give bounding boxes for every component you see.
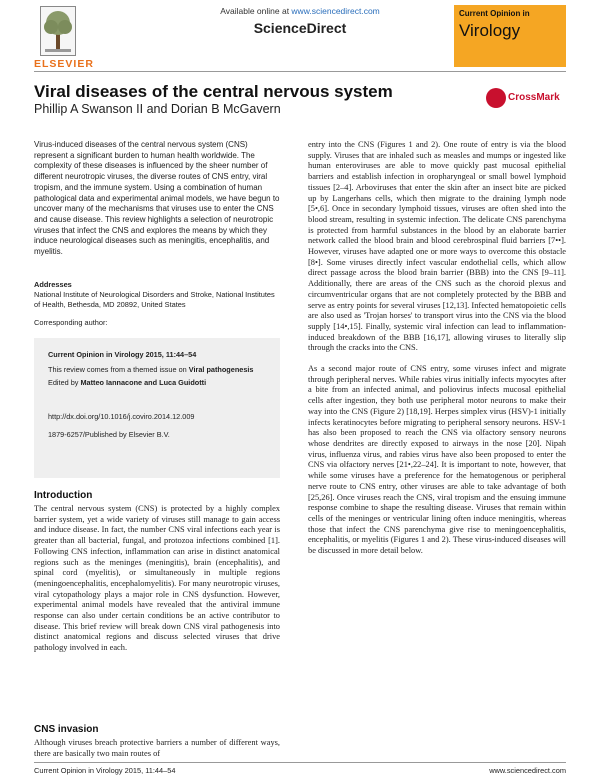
corresponding-author: Corresponding author: <box>34 318 108 327</box>
invasion-text: Although viruses breach protective barriers a number of different ways, there are basically two main routes of <box>34 738 280 758</box>
article-title: Viral diseases of the central nervous system <box>34 82 393 101</box>
editors: Matteo Iannacone and Luca Guidotti <box>80 378 207 387</box>
paragraph-peripheral-nerves: As a second major route of CNS entry, some viruses infect and migrate through peripheral nerves. While rabies virus initially infects myocytes after a bite from an infected animal, and poliovirus infects mucosal epithelial cells after ingestion, they both use peripheral motor neurons to make their way into the CNS (Figure 2) [18,19]. Herpes simplex virus (HSV)-1 initially infects keratinocytes before migrating to peripheral sensory neurons. HSV-1 has also been proposed to reach the CNS via olfactory sensory neurons whose dendrites are directly exposed to airways in the nose [20]. Nipah virus, influenza virus, and rabies virus have also been proposed to enter the CNS via olfactory nerves [21•,22–24]. It is important to note, however, that while some viruses have a preference for the hematogenous or peripheral nerve route to CNS entry, other viruses are able to take advantage of both [25,26]. Once viruses reach the CNS, viral tropism and the ensuing immune response combine to shape the resulting disease. Viruses that remain within cells of the meninges or ventricular lining often induce meningitis, whereas those that infect the CNS parenchyma give rise to meningoencephalitis, encephalitis, or myelitis (Figures 1 and 2). These virus-induced diseases will be discussed in more detail below. <box>308 364 566 556</box>
article-info-box <box>34 338 280 478</box>
site-name: ScienceDirect <box>253 20 347 36</box>
abstract <box>34 140 280 258</box>
citation: Current Opinion in Virology 2015, 11:44–54 <box>48 350 197 359</box>
editors-line: Edited by Matteo Iannacone and Luca Guidotti <box>48 378 207 387</box>
theme-name: Viral pathogenesis <box>188 365 254 374</box>
invasion-body <box>34 738 280 759</box>
theme-line: This review comes from a themed issue on Viral pathogenesis <box>48 365 254 374</box>
crossmark-icon <box>486 88 506 108</box>
abstract-text: Virus-induced diseases of the central nervous system (CNS) represent a significant burden to human health worldwide. The complexity of these diseases is influenced by the sheer number of different neurotropic viruses, the diverse routes of CNS entry, viral tropism, and the immune system. Using a combination of human pathological data and experimental animal models, we have begun to uncover many of the mechanisms that viruses use to enter the CNS and cause disease. This review highlights a selection of neurotropic viruses that infect the CNS and explores the means by which they induce neurological diseases such as meningitis, encephalitis, and myelitis. <box>34 140 280 257</box>
intro-body <box>34 504 280 654</box>
availability-line: Available online at www.sciencedirect.com <box>220 6 380 16</box>
footer-site: www.sciencedirect.com <box>489 766 566 775</box>
addresses-text: National Institute of Neurological Disorders and Stroke, National Institutes of Health, Bethesda, MD 20892, United States <box>34 290 275 309</box>
footer-citation: Current Opinion in Virology 2015, 11:44–54 <box>34 766 176 775</box>
journal-name: Virology <box>459 21 521 40</box>
journal-prefix: Current Opinion in <box>459 9 530 18</box>
right-column <box>308 140 566 567</box>
article-authors: Phillip A Swanson II and Dorian B McGavern <box>34 102 281 116</box>
doi-link[interactable]: http://dx.doi.org/10.1016/j.coviro.2014.12.009 <box>48 412 195 421</box>
crossmark-badge[interactable] <box>486 88 566 110</box>
issn-line: 1879-6257/Published by Elsevier B.V. <box>48 430 170 439</box>
footer-divider <box>34 762 566 763</box>
addresses <box>34 280 280 310</box>
journal-cover <box>454 5 566 67</box>
invasion-heading: CNS invasion <box>34 724 99 735</box>
crossmark-label: CrossMark <box>508 92 560 103</box>
intro-text: The central nervous system (CNS) is protected by a highly complex barrier system, yet a wide variety of viruses still manage to gain access and induce disease. In fact, the number CNS viral infections each year is greater than all bacterial, fungal, and protozoa infections combined [1]. Following CNS infection, inflammation can arise in distinct anatomical regions such as the meninges (meningitis), brain (encephalitis), and spinal cord (myelitis), or simultaneously in multiple regions (meningoencephalitis, encephalomyelitis). For many neurotropic viruses, viral cytopathology plays a major role in CNS dysfunction. However, experimental animal models have revealed that the antiviral immune response can also under certain conditions be an active contributor to disease. This brief review will break down CNS viral pathogenesis into distinct anatomical regions and discuss selected viruses that drive pathology involved in each. <box>34 504 280 653</box>
publisher-name: ELSEVIER <box>34 58 94 70</box>
header-divider <box>34 71 566 72</box>
sciencedirect-link[interactable]: www.sciencedirect.com <box>291 6 380 16</box>
intro-heading: Introduction <box>34 490 93 501</box>
addresses-heading: Addresses <box>34 280 72 289</box>
paragraph-entry-routes: entry into the CNS (Figures 1 and 2). One route of entry is via the blood supply. Viruses that are inhaled such as measles and mumps or ingested like human enteroviruses are able to move quickly past mucosal epithelial barriers and establish infection in oropharyngeal or small bowel lymphoid tissues [2–4]. Arboviruses that enter the skin after an insect bite are picked up by Langerhans cells, which then migrate to the draining lymph node [5•,6]. Once in secondary lymphoid tissues, viruses are often shed into the blood stream, resulting in systemic infection. The delicate CNS parenchyma is protected from harmful substances in the blood by an elaborate barrier network called the blood brain and blood cerebrospinal fluid barriers [7••]. However, viruses have adapted one or more ways to overcome this obstacle [8•]. Some viruses directly infect vascular endothelial cells, which allow direct passage across the blood brain barrier (BBB) into the CNS [9–11]. Additionally, there are areas of the CNS such as the choroid plexus and circumventricular organs that are not completely protected by the BBB and serve as entry points for several viruses [12,13]. Infected hematopoietic cells are also used as 'Trojan horses' to transport virus into the CNS via the blood supply [14•,15]. Finally, systemic viral infection can lead to inflammation-induced breakdown of the BBB [16,17], allowing viruses to literally slip through the cracks into the CNS. <box>308 140 566 353</box>
